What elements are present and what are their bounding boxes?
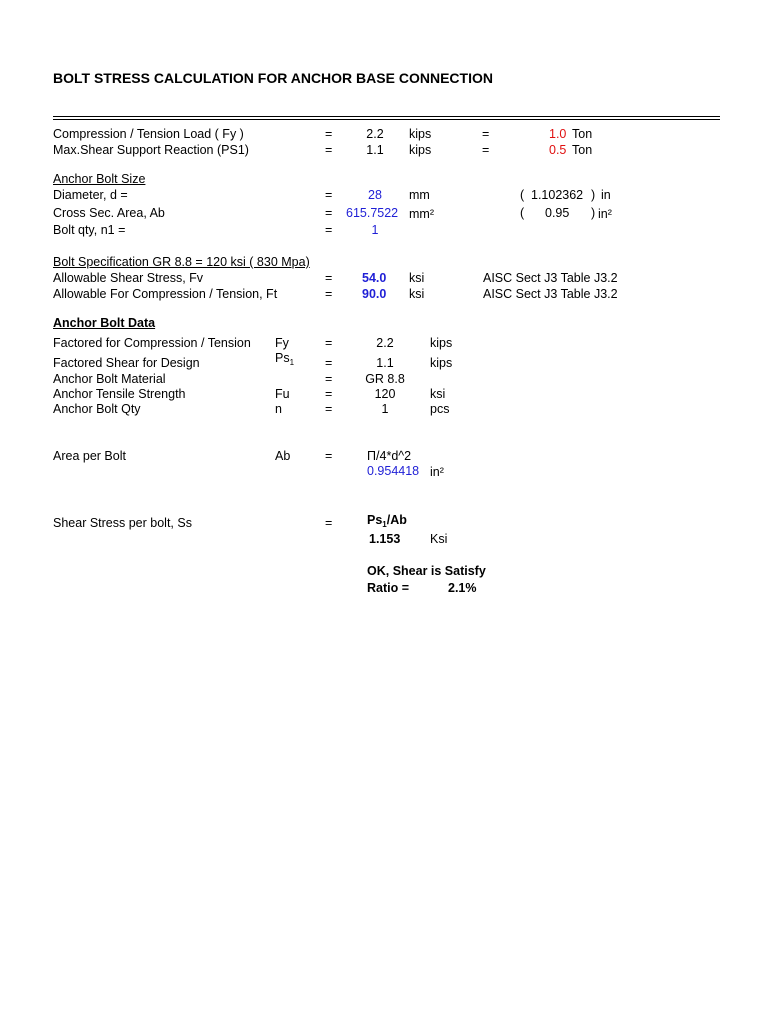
diameter-label: Diameter, d =: [53, 188, 128, 202]
anchor-data-symbol: Fy: [275, 336, 289, 350]
anchor-data-symbol: Fu: [275, 387, 290, 401]
diameter-inch-unit: in: [601, 188, 611, 202]
anchor-data-symbol: $Ps_1$: [275, 351, 295, 367]
equals-sign: =: [325, 223, 333, 237]
anchor-data-value: 120: [374, 387, 396, 401]
qty-value: 1: [371, 223, 379, 237]
equals-sign: =: [325, 449, 333, 463]
anchor-data-label: Anchor Bolt Material: [53, 372, 166, 386]
equals-sign: =: [325, 387, 333, 401]
area-unit: mm²: [409, 207, 434, 221]
spec-label: Allowable For Compression / Tension, Ft: [53, 287, 278, 301]
ratio-value: 2.1%: [448, 581, 477, 595]
shear-status: OK, Shear is Satisfy: [367, 564, 486, 578]
load-unit: kips: [409, 127, 432, 141]
load-converted-unit: Ton: [572, 143, 593, 157]
anchor-data-value: 2.2: [376, 336, 394, 350]
load-label: Compression / Tension Load ( Fy ): [53, 127, 244, 141]
equals-sign: =: [482, 143, 490, 157]
load-value: 2.2: [366, 127, 384, 141]
double-rule-bottom: [53, 119, 720, 120]
area-inch-value: 0.95: [545, 206, 570, 220]
anchor-data-unit: kips: [430, 356, 453, 370]
page-title: BOLT STRESS CALCULATION FOR ANCHOR BASE CONNECTION: [53, 70, 493, 86]
equals-sign: =: [325, 336, 333, 350]
qty-label: Bolt qty, n1 =: [53, 223, 126, 237]
shear-value: 1.153: [369, 532, 401, 546]
load-converted-value: 1.0: [549, 127, 567, 141]
shear-unit: Ksi: [430, 532, 448, 546]
equals-sign: =: [325, 372, 333, 386]
close-paren: ): [591, 206, 596, 220]
anchor-data-label: Factored for Compression / Tension: [53, 336, 251, 350]
equals-sign: =: [325, 516, 333, 530]
area-inch-unit: in²: [598, 207, 612, 221]
diameter-unit: mm: [409, 188, 430, 202]
equals-sign: =: [325, 127, 333, 141]
spec-label: Allowable Shear Stress, Fv: [53, 271, 204, 285]
area-per-bolt-symbol: Ab: [275, 449, 291, 463]
anchor-data-heading: Anchor Bolt Data: [53, 316, 156, 330]
spec-heading: Bolt Specification GR 8.8 = 120 ksi ( 830 Mpa): [53, 255, 310, 269]
equals-sign: =: [325, 402, 333, 416]
anchor-data-label: Anchor Tensile Strength: [53, 387, 186, 401]
equals-sign: =: [482, 127, 490, 141]
anchor-data-label: Anchor Bolt Qty: [53, 402, 141, 416]
area-per-bolt-value: 0.954418: [367, 464, 420, 478]
load-unit: kips: [409, 143, 432, 157]
equals-sign: =: [325, 143, 333, 157]
equals-sign: =: [325, 356, 333, 370]
anchor-data-value: 1.1: [376, 356, 394, 370]
anchor-data-symbol: n: [275, 402, 282, 416]
spec-value: 54.0: [362, 271, 387, 285]
shear-label: Shear Stress per bolt, Ss: [53, 516, 192, 530]
close-paren: ): [591, 188, 596, 202]
area-value: 615.7522: [346, 206, 399, 220]
equals-sign: =: [325, 287, 333, 301]
anchor-data-value: 1: [381, 402, 389, 416]
open-paren: (: [520, 188, 525, 202]
anchor-data-value: GR 8.8: [365, 372, 405, 386]
diameter-inch-value: 1.102362: [531, 188, 584, 202]
spec-unit: ksi: [409, 287, 425, 301]
shear-formula: $Ps_1/Ab$: [367, 513, 407, 529]
spec-reference: AISC Sect J3 Table J3.2: [483, 271, 618, 285]
anchor-data-label: Factored Shear for Design: [53, 356, 200, 370]
spec-unit: ksi: [409, 271, 425, 285]
double-rule-top: [53, 116, 720, 117]
spec-value: 90.0: [362, 287, 387, 301]
equals-sign: =: [325, 271, 333, 285]
anchor-data-unit: ksi: [430, 387, 446, 401]
area-per-bolt-unit: in²: [430, 465, 444, 479]
load-converted-value: 0.5: [549, 143, 567, 157]
spec-reference: AISC Sect J3 Table J3.2: [483, 287, 618, 301]
open-paren: (: [520, 206, 525, 220]
area-per-bolt-label: Area per Bolt: [53, 449, 126, 463]
area-formula: Π/4*d^2: [367, 449, 412, 463]
bolt-size-heading: Anchor Bolt Size: [53, 172, 146, 186]
equals-sign: =: [325, 188, 333, 202]
load-value: 1.1: [366, 143, 384, 157]
area-label: Cross Sec. Area, Ab: [53, 206, 165, 220]
load-converted-unit: Ton: [572, 127, 593, 141]
anchor-data-unit: kips: [430, 336, 453, 350]
equals-sign: =: [325, 206, 333, 220]
load-label: Max.Shear Support Reaction (PS1): [53, 143, 249, 157]
anchor-data-unit: pcs: [430, 402, 450, 416]
diameter-value: 28: [368, 188, 382, 202]
ratio-label: Ratio =: [367, 581, 410, 595]
